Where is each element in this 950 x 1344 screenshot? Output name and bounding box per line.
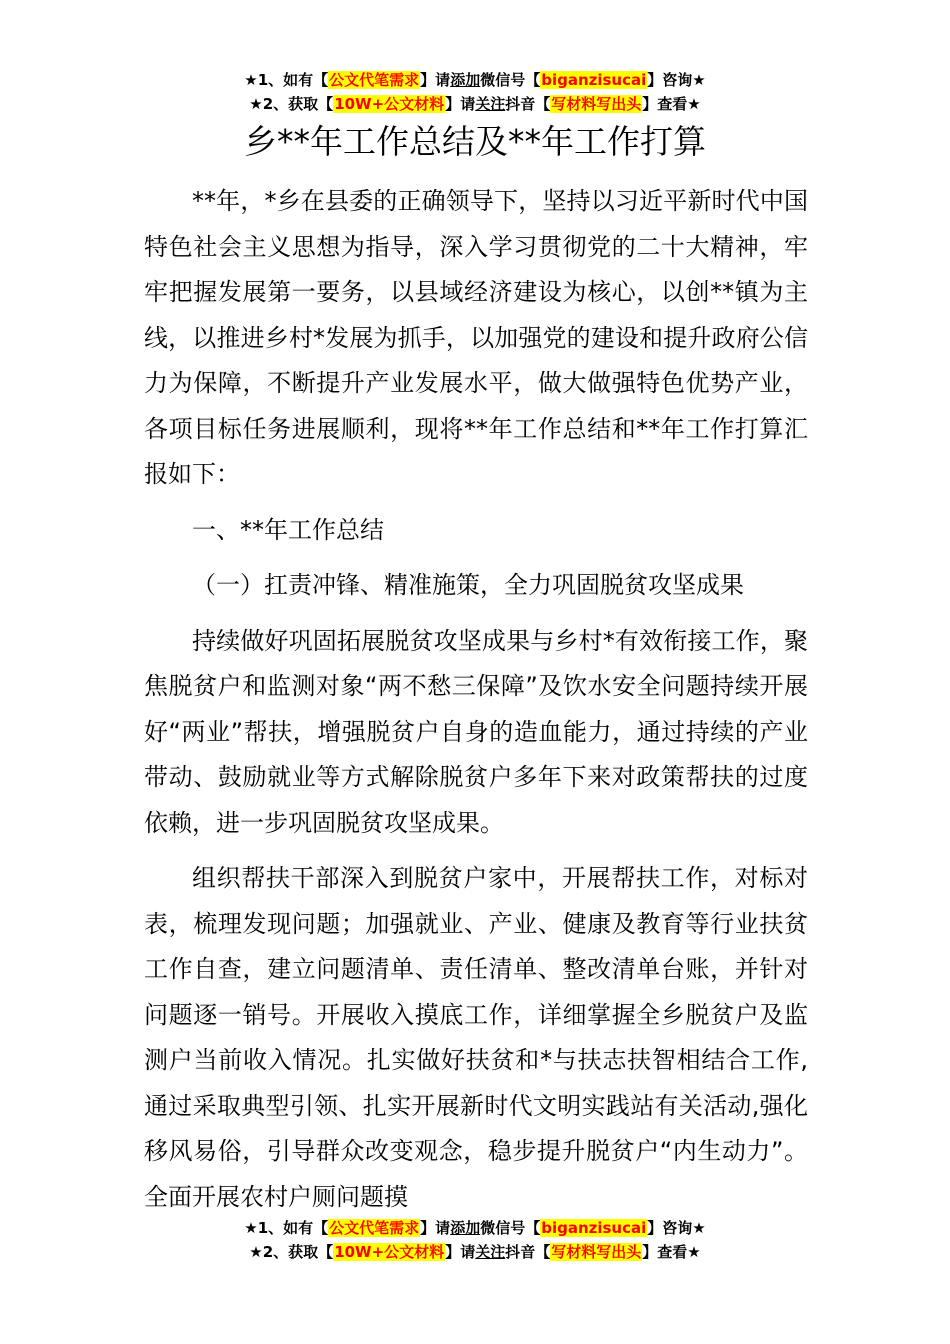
banner-text: 微信号【 — [480, 71, 541, 89]
banner-highlight: 10W+公文材料 — [334, 1243, 445, 1261]
banner-highlight: 公文代笔需求 — [329, 1219, 420, 1237]
banner-line-1 — [0, 68, 950, 92]
banner-text: 】咨询★ — [647, 1219, 706, 1237]
banner-highlight: 公文代笔需求 — [329, 71, 420, 89]
top-banner — [0, 68, 950, 116]
document-body — [144, 179, 808, 1220]
banner-line-2 — [0, 1240, 950, 1264]
subsection-heading: （一）扛责冲锋、精准施策，全力巩固脱贫攻坚成果 — [192, 571, 744, 599]
banner-line-2 — [0, 92, 950, 116]
body-paragraph: 持续做好巩固拓展脱贫攻坚成果与乡村*有效衔接工作，聚焦脱贫户和监测对象“两不愁三保障”及饮水安全问题持续开展好“两业”帮扶，增强脱贫户自身的造血能力，通过持续的产业带动、鼓励就业等方式解除脱贫户多年下来对政策帮扶的过度依赖，进一步巩固脱贫攻坚成果。 — [144, 626, 808, 837]
banner-highlight: 写材料写出头 — [551, 95, 642, 113]
banner-text: 】查看★ — [642, 1243, 701, 1261]
banner-highlight: biganzisucai — [541, 1219, 647, 1237]
banner-text: 】咨询★ — [647, 71, 706, 89]
document-title: 乡**年工作总结及**年工作打算 — [244, 122, 706, 161]
banner-text: 】请 — [445, 1243, 476, 1261]
banner-text: ★2、获取【 — [249, 95, 334, 113]
section-heading: 一、**年工作总结 — [192, 515, 384, 544]
banner-text: 抖音【 — [505, 95, 551, 113]
bottom-banner — [0, 1216, 950, 1264]
banner-text: ★1、如有【 — [244, 71, 329, 89]
banner-highlight: biganzisucai — [541, 71, 647, 89]
body-paragraph: 组织帮扶干部深入到脱贫户家中，开展帮扶工作，对标对表，梳理发现问题；加强就业、产业、健康及教育等行业扶贫工作自查，建立问题清单、责任清单、整改清单台账，并针对问题逐一销号。开展收入摸底工作，详细掌握全乡脱贫户及监测户当前收入情况。扎实做好扶贫和*与扶志扶智相结合工作,通过采取典型引领、扎实开展新时代文明实践站有关活动,强化移风易俗，引导群众改变观念，稳步提升脱贫户“内生动力”。全面开展农村户厕问题摸 — [144, 864, 808, 1211]
banner-text: 微信号【 — [480, 1219, 541, 1237]
banner-text: ★2、获取【 — [249, 1243, 334, 1261]
banner-text: 】请 — [420, 71, 451, 89]
banner-text: 抖音【 — [505, 1243, 551, 1261]
banner-text: 】请 — [420, 1219, 451, 1237]
banner-underlined-text: 添加 — [450, 1219, 481, 1237]
banner-underlined-text: 关注 — [475, 1243, 506, 1261]
intro-paragraph: **年，*乡在县委的正确领导下，坚持以习近平新时代中国特色社会主义思想为指导，深入学习贯彻党的二十大精神，牢牢把握发展第一要务，以县域经济建设为核心，以创**镇为主线，以推进乡村*发展为抓手，以加强党的建设和提升政府公信力为保障，不断提升产业发展水平，做大做强特色优势产业，各项目标任务进展顺利，现将**年工作总结和**年工作打算汇报如下： — [144, 187, 808, 488]
banner-text: 】请 — [445, 95, 476, 113]
banner-underlined-text: 添加 — [450, 71, 481, 89]
banner-line-1 — [0, 1216, 950, 1240]
banner-highlight: 10W+公文材料 — [334, 95, 445, 113]
banner-underlined-text: 关注 — [475, 95, 506, 113]
banner-text: 】查看★ — [642, 95, 701, 113]
banner-text: ★1、如有【 — [244, 1219, 329, 1237]
banner-highlight: 写材料写出头 — [551, 1243, 642, 1261]
